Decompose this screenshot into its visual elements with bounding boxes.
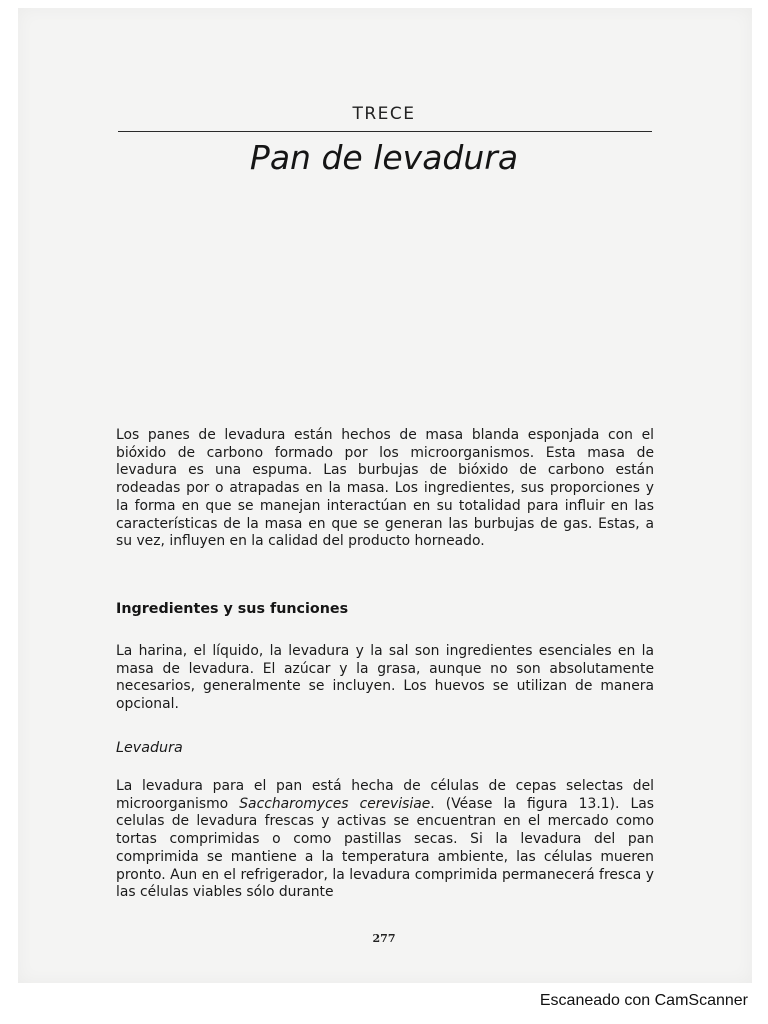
camscanner-watermark: Escaneado con CamScanner [539,992,748,1009]
chapter-number: TRECE [352,104,416,124]
yeast-paragraph-start: La levadura para el pan está hecha de células de cepas selectas del microorganismo [116,778,654,812]
title-rule [118,131,652,132]
chapter-title: Pan de levadura [249,138,519,177]
ingredients-paragraph: La harina, el líquido, la levadura y la sal son ingredientes esenciales en la masa de levadura. El azúcar y la grasa, aunque no son absolutamente necesarios, generalmente se incluyen. Los huevos se utilizan de manera opcional. [116,643,654,713]
yeast-paragraph-rest: . (Véase la figura 13.1). Las celulas de levadura frescas y activas se encuentran en el mercado como tortas comprimidas o como pastillas secas. Si la levadura del pan comprimida se mantiene a la temperatura ambiente, las células mueren pronto. Aun en el refrigerador, la levadura comprimida permanecerá fresca y las células viables sólo durante [116,795,654,901]
section-heading-ingredients: Ingredientes y sus funciones [116,601,349,617]
page-number: 277 [372,932,396,945]
species-name: Saccharomyces cerevisiae [239,795,431,812]
subsection-heading-yeast: Levadura [116,740,183,756]
intro-paragraph: Los panes de levadura están hechos de masa blanda esponjada con el bióxido de carbono formado por los microorganismos. Esta masa de levadura es una espuma. Las burbujas de bióxido de carbono están rodeadas por o atrapadas en la masa. Los ingredientes, sus proporciones y la forma en que se manejan interactúan en su totalidad para influir en las características de la masa en que se generan las burbujas de gas. Estas, a su vez, influyen en la calidad del producto horneado. [116,427,654,550]
yeast-paragraph [116,778,654,902]
